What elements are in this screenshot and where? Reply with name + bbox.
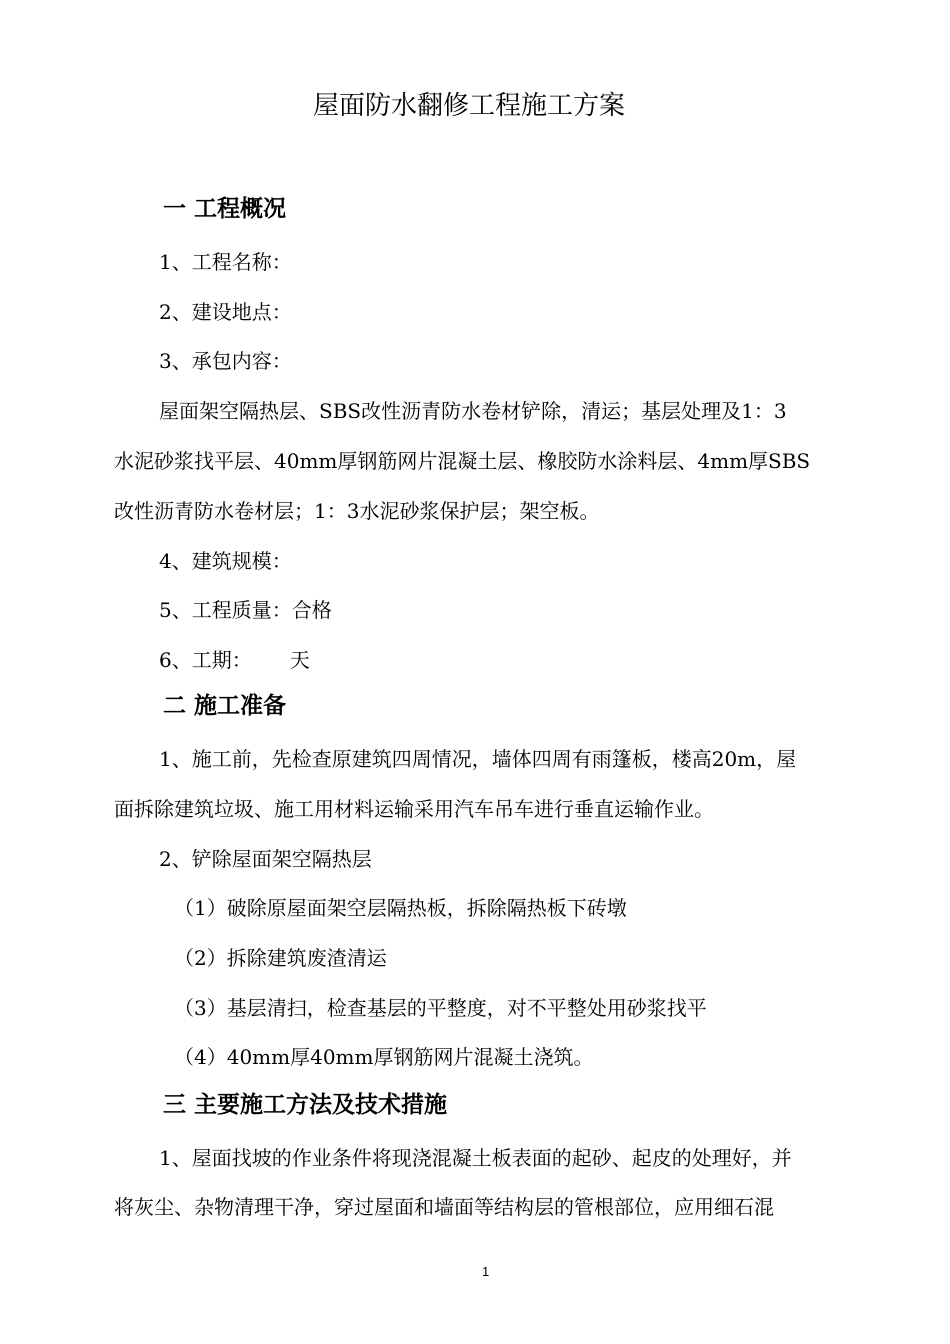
preparation-paragraph-line: 面拆除建筑垃圾、施工用材料运输采用汽车吊车进行垂直运输作业。 — [114, 797, 714, 821]
preparation-subitem: （1）破除原屋面架空层隔热板，拆除隔热板下砖墩 — [174, 896, 627, 920]
page-number: 1 — [482, 1264, 490, 1279]
overview-item-duration: 6、工期： 天 — [159, 648, 310, 672]
methods-paragraph-line: 将灰尘、杂物清理干净，穿过屋面和墙面等结构层的管根部位，应用细石混 — [114, 1195, 774, 1219]
overview-item-scope: 3、承包内容： — [159, 349, 292, 373]
preparation-subitem: （2）拆除建筑废渣清运 — [174, 946, 387, 970]
section-heading-preparation: 二 施工准备 — [163, 693, 287, 719]
preparation-subitem: （4）40mm厚40mm厚钢筋网片混凝土浇筑。 — [174, 1045, 594, 1069]
preparation-item-removal: 2、铲除屋面架空隔热层 — [159, 847, 372, 871]
overview-item-quality: 5、工程质量：合格 — [159, 598, 332, 622]
methods-paragraph-line: 1、屋面找坡的作业条件将现浇混凝土板表面的起砂、起皮的处理好，并 — [159, 1146, 792, 1170]
scope-paragraph-line: 水泥砂浆找平层、40mm厚钢筋网片混凝土层、橡胶防水涂料层、4mm厚SBS — [114, 449, 811, 473]
overview-item-scale: 4、建筑规模： — [159, 549, 292, 573]
preparation-paragraph-line: 1、施工前，先检查原建筑四周情况，墙体四周有雨篷板，楼高20m，屋 — [159, 747, 797, 771]
overview-item-location: 2、建设地点： — [159, 300, 292, 324]
section-heading-overview: 一 工程概况 — [163, 196, 287, 222]
scope-paragraph-line: 改性沥青防水卷材层；1：3水泥砂浆保护层；架空板。 — [114, 499, 600, 523]
overview-item-project-name: 1、工程名称： — [159, 250, 292, 274]
section-heading-methods: 三 主要施工方法及技术措施 — [163, 1092, 448, 1118]
document-title: 屋面防水翻修工程施工方案 — [313, 91, 626, 121]
scope-paragraph-line: 屋面架空隔热层、SBS改性沥青防水卷材铲除，清运；基层处理及1：3 — [159, 399, 787, 423]
preparation-subitem: （3）基层清扫，检查基层的平整度，对不平整处用砂浆找平 — [174, 996, 707, 1020]
